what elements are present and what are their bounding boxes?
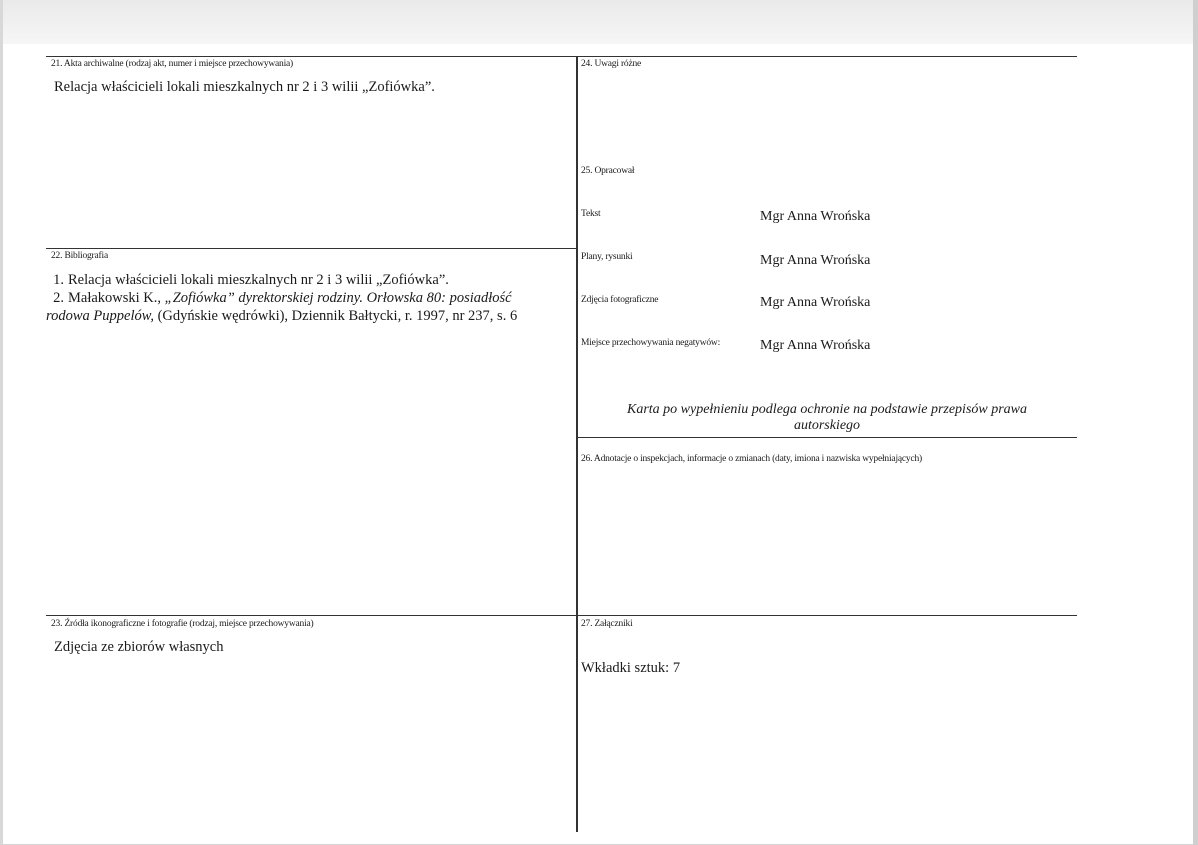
copyright-notice-line-2: autorskiego: [793, 418, 861, 433]
section-23-content: Zdjęcia ze zbiorów własnych: [54, 639, 224, 655]
bibliography-source: (Gdyńskie wędrówki), Dziennik Bałtycki, r. 1997, nr 237, s. 6: [157, 308, 518, 324]
copyright-notice: [577, 402, 1077, 434]
scan-top-margin: [0, 0, 1198, 44]
section-24-label: 24. Uwagi różne: [581, 59, 642, 69]
negatives-location-label: Miejsce przechowywania negatywów:: [581, 338, 721, 348]
rule-25-26: [577, 437, 1077, 438]
bibliography-item-continuation: [44, 307, 517, 325]
section-23-label: 23. Źródła ikonograficzne i fotografie (rodzaj, miejsce przechowywania): [51, 619, 314, 629]
section-22-label: 22. Bibliografia: [51, 251, 108, 261]
text-author-label: Tekst: [581, 209, 601, 219]
bibliography-item: [44, 271, 517, 289]
copyright-notice-line-1: Karta po wypełnieniu podlega ochronie na podstawie przepisów prawa: [626, 402, 1028, 417]
section-21-content: Relacja właścicieli lokali mieszkalnych nr 2 i 3 wilii „Zofiówka”.: [54, 79, 435, 95]
photos-author-value: Mgr Anna Wrońska: [760, 295, 871, 310]
rule-22-23: [46, 615, 577, 616]
negatives-location-value: Mgr Anna Wrońska: [760, 338, 871, 353]
bibliography-title: „Zofiówka” dyrektorskiej rodziny. Orłowska 80: posiadłość: [164, 290, 512, 306]
bibliography-author: Małakowski K.,: [68, 290, 162, 306]
section-27-content: Wkładki sztuk: 7: [581, 660, 681, 676]
bibliography-item-number: 2.: [53, 290, 64, 306]
section-26-label: 26. Adnotacje o inspekcjach, informacje o zmianach (daty, imiona i nazwiska wypełniających): [581, 454, 922, 464]
bibliography-list: [44, 271, 517, 325]
section-27-label: 27. Załączniki: [581, 619, 633, 629]
top-rule: [46, 56, 1077, 57]
section-25-label: 25. Opracował: [581, 166, 635, 176]
center-divider: [576, 56, 578, 832]
text-author-value: Mgr Anna Wrońska: [760, 209, 871, 224]
drawings-author-value: Mgr Anna Wrońska: [760, 253, 871, 268]
drawings-author-label: Plany, rysunki: [581, 252, 633, 262]
photos-author-label: Zdjęcia fotograficzne: [581, 295, 659, 305]
section-21-label: 21. Akta archiwalne (rodzaj akt, numer i miejsce przechowywania): [51, 59, 294, 69]
rule-26-27: [577, 615, 1077, 616]
scan-right-edge: [1193, 0, 1198, 845]
bibliography-title-continued: rodowa Puppelów,: [46, 308, 154, 324]
bibliography-item: [44, 289, 517, 307]
bibliography-item-text: Relacja właścicieli lokali mieszkalnych nr 2 i 3 wilii „Zofiówka”.: [68, 272, 449, 288]
rule-21-22: [46, 248, 577, 249]
scan-left-edge: [0, 0, 3, 845]
bibliography-item-number: 1.: [53, 272, 64, 288]
